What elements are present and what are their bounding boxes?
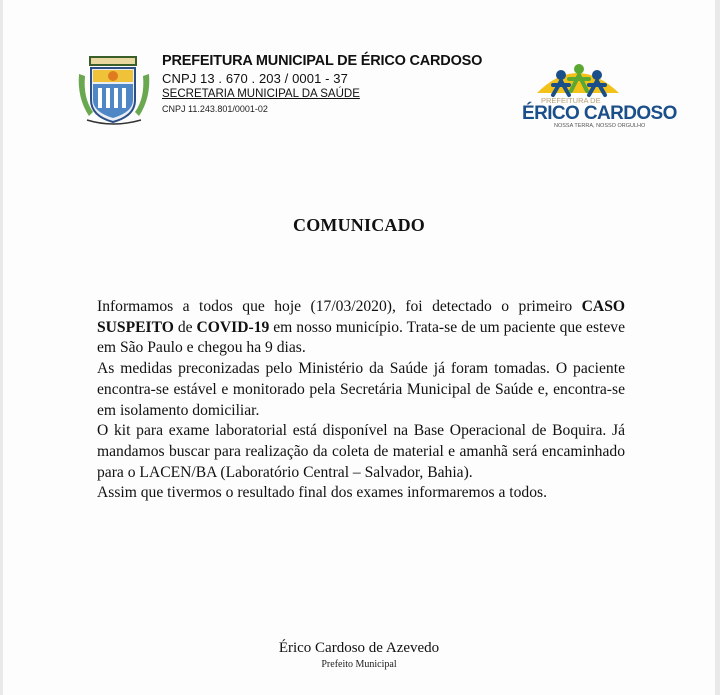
paragraph-3: O kit para exame laboratorial está disponível na Base Operacional de Boquira. Já mandamos buscar para realização da coleta de material e amanhã será encaminhado para o LACEN/BA (Laboratório Central – Salvador, Bahia).: [97, 422, 625, 481]
org-name: PREFEITURA MUNICIPAL DE ÉRICO CARDOSO: [162, 53, 483, 69]
letterhead: [162, 52, 482, 116]
signature-name: Érico Cardoso de Azevedo: [278, 640, 440, 656]
paragraph-1: [97, 297, 625, 359]
dept-cnpj: CNPJ 11.243.801/0001-02: [162, 104, 268, 114]
paragraph-2: As medidas preconizadas pelo Ministério da Saúde já foram tomadas. O paciente encontra-se estável e monitorado pela Secretária Municipal de Saúde e, encontra-se em isolamento domiciliar.: [97, 360, 625, 419]
logo-subtitle: PREFEITURA DE: [541, 96, 601, 105]
p1-text-2: de: [173, 318, 197, 336]
coat-of-arms-icon: [75, 54, 153, 128]
logo-tagline: NOSSA TERRA, NOSSO ORGULHO: [554, 123, 646, 129]
dept-name: SECRETARIA MUNICIPAL DA SAÚDE: [162, 88, 360, 100]
paragraph-4: Assim que tivermos o resultado final dos exames informaremos a todos.: [97, 484, 547, 502]
signature-role: Prefeito Municipal: [321, 659, 397, 670]
p1-bold-case: CASO SUSPEITO: [97, 298, 625, 336]
org-cnpj: CNPJ 13 . 670 . 203 / 0001 - 37: [162, 71, 348, 86]
document-page: [3, 0, 715, 695]
p1-text-3: em nosso município. Trata-se de um paciente que esteve em São Paulo e chegou ha 9 dias.: [97, 318, 626, 357]
document-body: [97, 297, 625, 504]
p1-text-1: Informamos a todos que hoje (17/03/2020), foi detectado o primeiro: [97, 298, 582, 315]
document-title: COMUNICADO: [293, 215, 425, 235]
p1-bold-covid: COVID-19: [196, 318, 270, 336]
logo-name: ÉRICO CARDOSO: [522, 103, 677, 124]
